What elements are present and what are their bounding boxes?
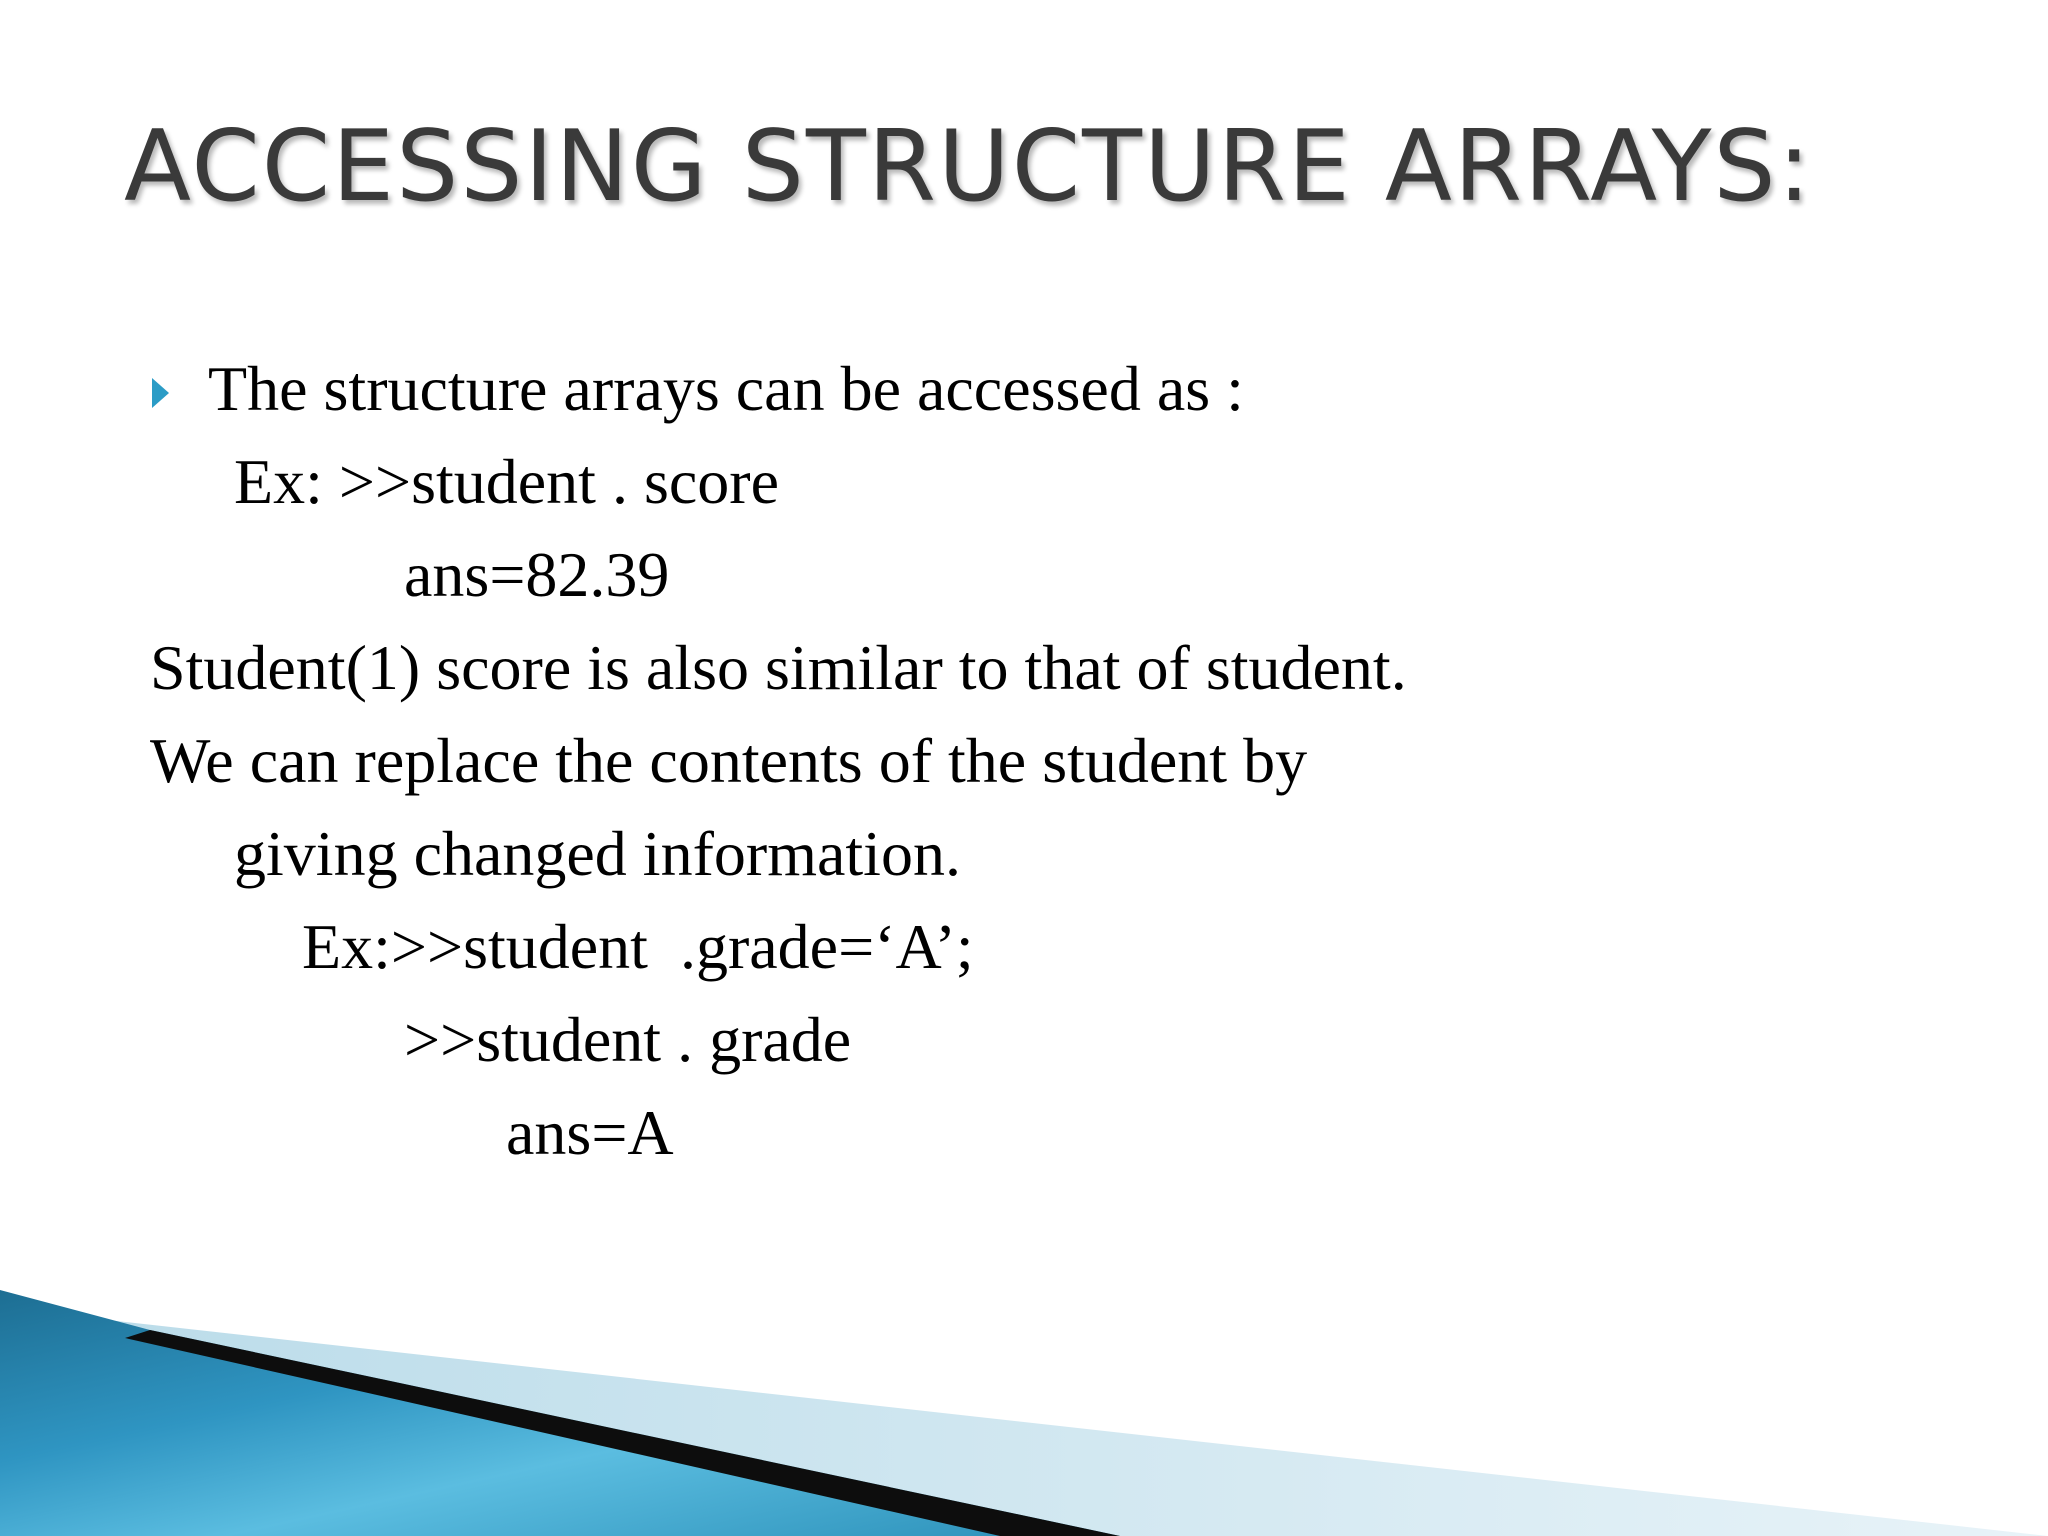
answer-line-score: ans=82.39: [404, 539, 670, 610]
example-line-score: Ex: >>student . score: [234, 446, 779, 517]
body-line-giving: giving changed information.: [234, 818, 961, 889]
slide-title: ACCESSING STRUCTURE ARRAYS:: [124, 110, 1813, 224]
bullet-text: The structure arrays can be accessed as :: [208, 353, 1244, 424]
body-line-replace: We can replace the contents of the student by: [150, 725, 1308, 796]
bottom-decoration: [0, 1290, 2048, 1536]
example-line-grade-assign: Ex:>>student .grade=‘A’;: [302, 911, 974, 982]
triangle-bullet-icon: [152, 378, 169, 408]
body-line-student-1: Student(1) score is also similar to that of student.: [150, 632, 1407, 703]
example-line-grade-query: >>student . grade: [404, 1004, 852, 1075]
answer-line-grade: ans=A: [506, 1097, 674, 1168]
